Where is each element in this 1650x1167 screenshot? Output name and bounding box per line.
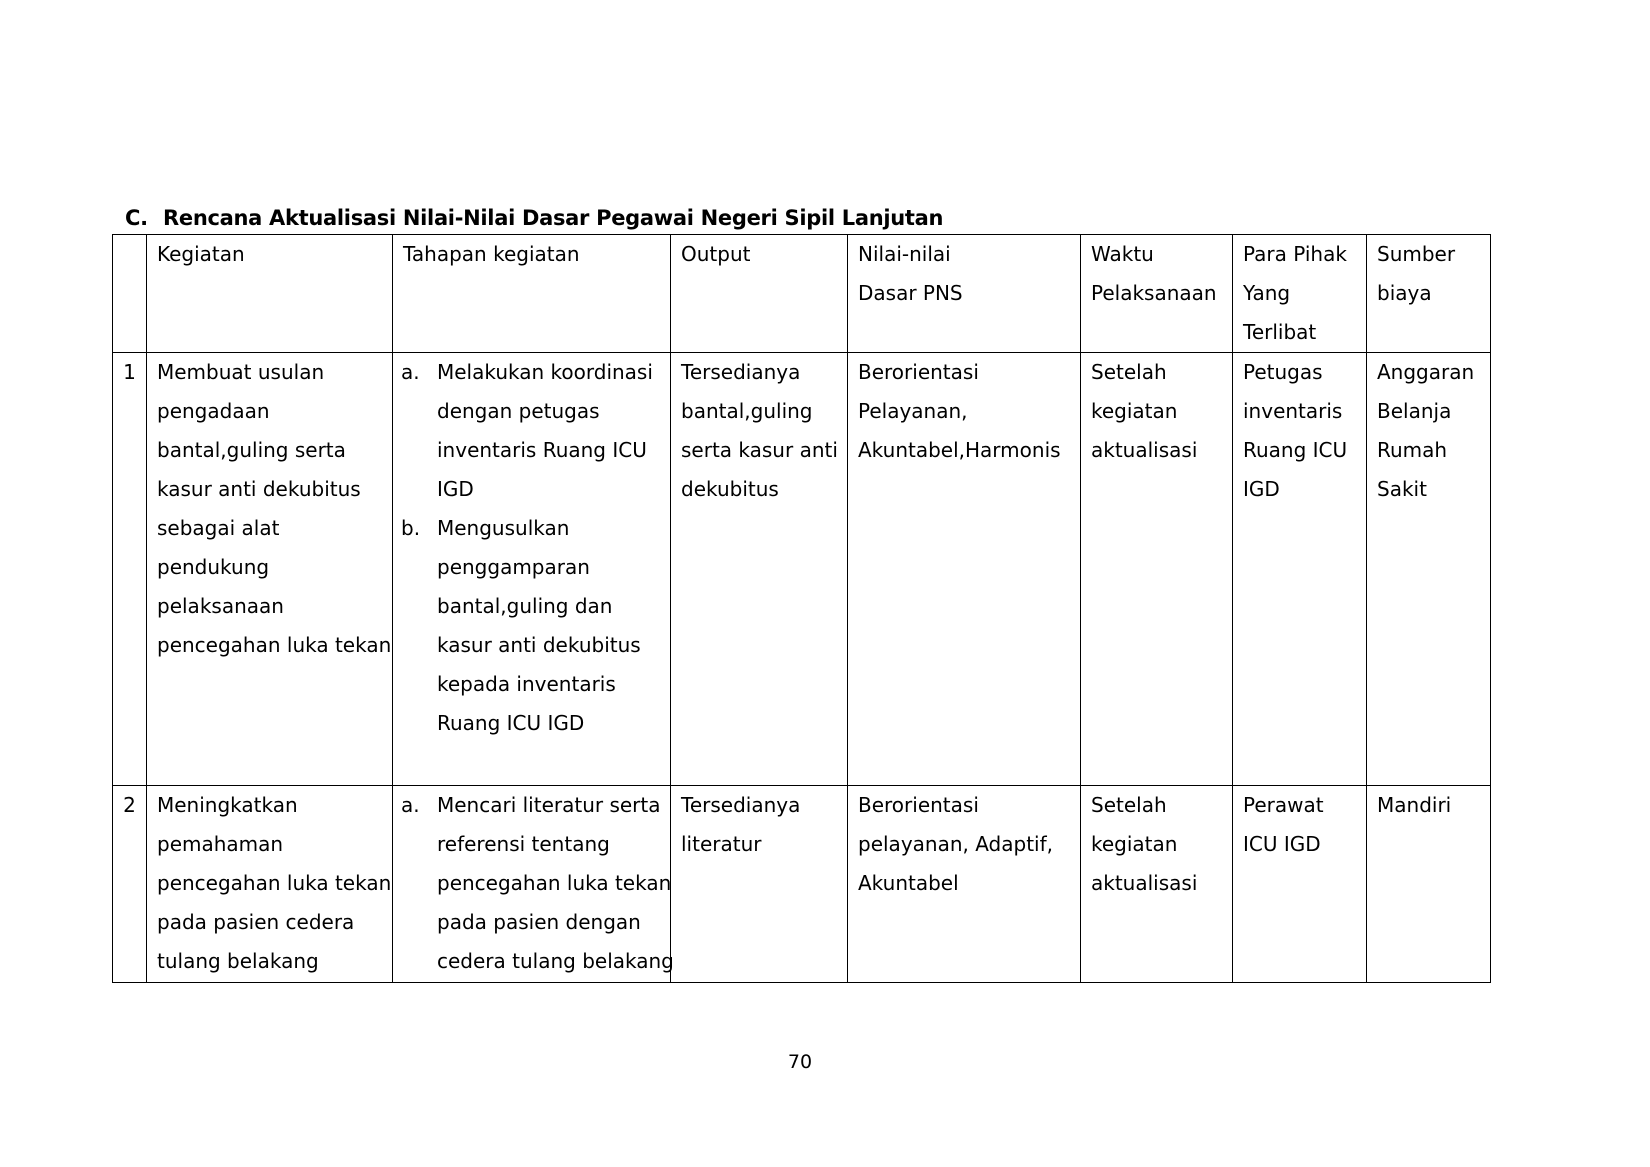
section-title: Rencana Aktualisasi Nilai-Nilai Dasar Pegawai Negeri Sipil Lanjutan [163,206,944,230]
step-line: dengan petugas [437,399,600,423]
step-line: Melakukan koordinasi [437,360,653,384]
table-row [113,353,1491,786]
cell-nilai [848,786,1081,983]
waktu-line: kegiatan [1091,399,1178,423]
kegiatan-line: bantal,guling serta [157,438,346,462]
waktu-line: aktualisasi [1091,438,1198,462]
sumber-line: Mandiri [1377,793,1452,817]
nilai-line: Akuntabel [858,871,959,895]
header-output-line: Output [681,242,751,266]
page-number: 70 [787,1051,813,1073]
header-sumber-line: biaya [1377,281,1432,305]
output-line: bantal,guling [681,399,813,423]
header-waktu-line: Waktu [1091,242,1154,266]
step-line: IGD [437,477,474,501]
row-number: 2 [113,786,147,983]
header-waktu-line: Pelaksanaan [1091,281,1217,305]
output-line: serta kasur anti [681,438,838,462]
header-pihak-line: Yang [1243,281,1291,305]
kegiatan-line: Membuat usulan [157,360,325,384]
pihak-line: Petugas [1243,360,1323,384]
kegiatan-line: kasur anti dekubitus [157,477,361,501]
nilai-line: Berorientasi [858,360,979,384]
step-line: referensi tentang [437,832,610,856]
cell-tahapan [393,786,674,983]
header-nilai [848,235,1081,353]
nilai-line: Pelayanan, [858,399,968,423]
cell-tahapan [393,353,671,786]
kegiatan-line: pada pasien cedera [157,910,355,934]
cell-nilai [848,353,1081,786]
step-text [437,353,662,509]
step-marker: a. [401,360,420,384]
waktu-line: aktualisasi [1091,871,1198,895]
section-letter: C. [125,206,148,230]
step-line: pada pasien dengan [437,910,641,934]
tahapan-step [401,786,674,981]
table-row [113,786,1491,983]
step-line: inventaris Ruang ICU [437,438,647,462]
tahapan-step [401,509,662,743]
header-pihak [1233,235,1367,353]
section-heading [125,206,943,230]
cell-output [671,786,848,983]
step-line: bantal,guling dan [437,594,613,618]
waktu-line: kegiatan [1091,832,1178,856]
sumber-line: Belanja [1377,399,1452,423]
step-line: kasur anti dekubitus [437,633,641,657]
pihak-line: Ruang ICU [1243,438,1348,462]
header-pihak-line: Terlibat [1243,320,1317,344]
header-nilai-line: Nilai-nilai [858,242,951,266]
header-nilai-line: Dasar PNS [858,281,963,305]
pihak-line: ICU IGD [1243,832,1321,856]
cell-waktu [1081,786,1233,983]
sumber-line: Rumah [1377,438,1448,462]
tahapan-step [401,353,662,509]
sumber-line: Anggaran [1377,360,1475,384]
header-pihak-line: Para Pihak [1243,242,1347,266]
kegiatan-line: pencegahan luka tekan [157,633,392,657]
kegiatan-line: pendukung [157,555,270,579]
sumber-line: Sakit [1377,477,1427,501]
waktu-line: Setelah [1091,360,1167,384]
cell-sumber [1367,786,1491,983]
kegiatan-line: sebagai alat [157,516,280,540]
step-text [437,786,674,981]
header-sumber [1367,235,1491,353]
step-line: Ruang ICU IGD [437,711,585,735]
pihak-line: inventaris [1243,399,1343,423]
header-kegiatan-line: Kegiatan [157,242,245,266]
header-sumber-line: Sumber [1377,242,1456,266]
output-line: literatur [681,832,762,856]
step-line: pencegahan luka tekan [437,871,672,895]
kegiatan-line: pencegahan luka tekan [157,871,392,895]
waktu-line: Setelah [1091,793,1167,817]
step-line: penggamparan [437,555,590,579]
output-line: Tersedianya [681,360,801,384]
header-tahapan [393,235,671,353]
cell-kegiatan [147,353,393,786]
step-line: Mengusulkan [437,516,570,540]
pihak-line: IGD [1243,477,1280,501]
kegiatan-line: tulang belakang [157,949,319,973]
activity-plan-table [112,234,1491,983]
header-kegiatan [147,235,393,353]
nilai-line: Akuntabel,Harmonis [858,438,1061,462]
row-number: 1 [113,353,147,786]
pihak-line: Perawat [1243,793,1324,817]
output-line: dekubitus [681,477,779,501]
nilai-line: Berorientasi [858,793,979,817]
kegiatan-line: pengadaan [157,399,270,423]
kegiatan-line: Meningkatkan [157,793,298,817]
nilai-line: pelayanan, Adaptif, [858,832,1053,856]
header-tahapan-line: Tahapan kegiatan [403,242,580,266]
step-line: kepada inventaris [437,672,616,696]
kegiatan-line: pelaksanaan [157,594,284,618]
output-line: Tersedianya [681,793,801,817]
kegiatan-line: pemahaman [157,832,284,856]
cell-pihak [1233,353,1367,786]
step-marker: b. [401,516,421,540]
header-number [113,235,147,353]
step-line: cedera tulang belakang [437,949,674,973]
header-output [671,235,848,353]
cell-output [671,353,848,786]
cell-sumber [1367,353,1491,786]
cell-kegiatan [147,786,393,983]
step-text [437,509,662,743]
header-waktu [1081,235,1233,353]
cell-waktu [1081,353,1233,786]
cell-pihak [1233,786,1367,983]
step-marker: a. [401,793,420,817]
table-header-row [113,235,1491,353]
step-line: Mencari literatur serta [437,793,661,817]
